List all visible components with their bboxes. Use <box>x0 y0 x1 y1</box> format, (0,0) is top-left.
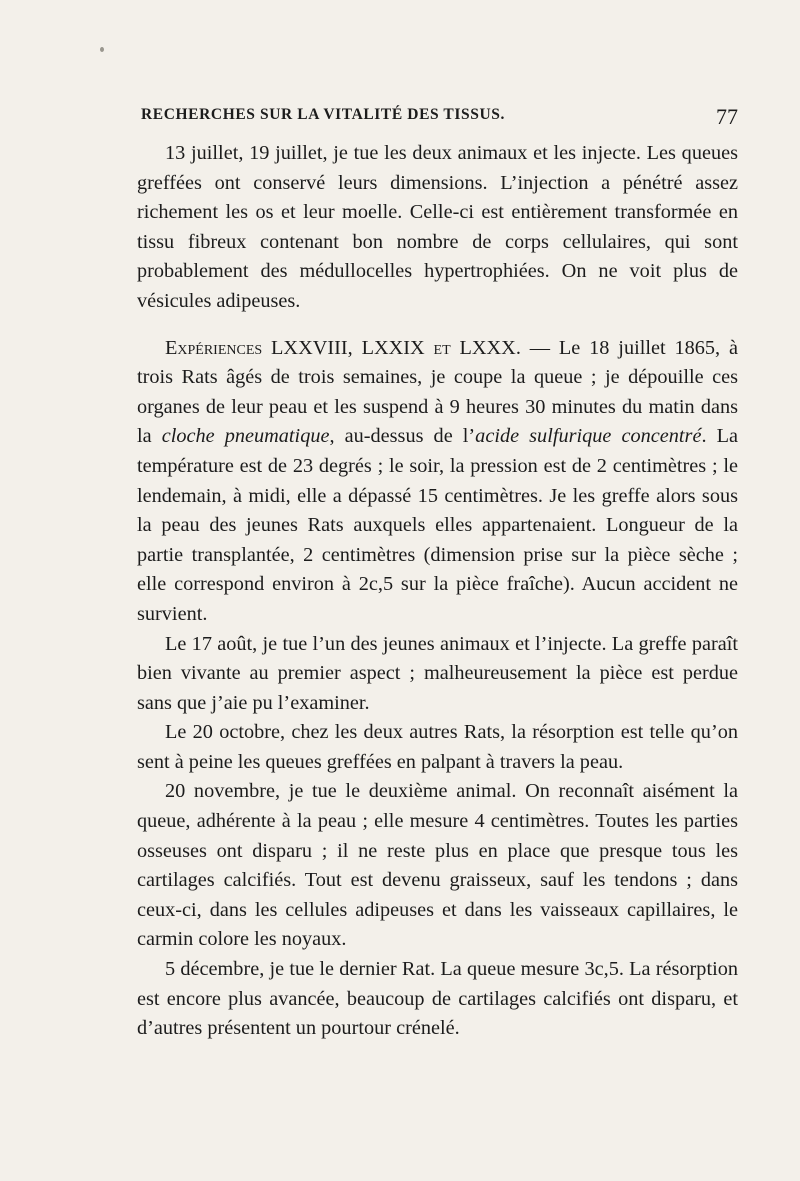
paragraph-3: Le 17 août, je tue l’un des jeunes animaux et l’injecte. La greffe paraît bien vivante au premier aspect ; malheureusement la pièce est perdue sans que j’aie pu l’examiner. <box>137 632 738 714</box>
page-speck <box>100 47 104 52</box>
italic-term-cloche: cloche pneumatique <box>161 425 330 448</box>
paragraph-5: 20 novembre, je tue le deuxième animal. On reconnaît aisément la queue, adhérente à la peau ; elle mesure 4 centimètres. Toutes les parties osseuses ont disparu ; il ne reste plus en place que presque tous les cartilages calcifiés. Tout est devenu graisseux, sauf les tendons ; dans ceux-ci, dans les cellules adipeuses et dans les vaisseaux capillaires, le carmin colore les noyaux. <box>137 780 738 951</box>
paragraph-2-text-c: . La température est de 23 degrés ; le soir, la pression est de 2 centimètres ; le lendemain, à midi, elle a dépassé 15 centimètres. Je les greffe alors sous la peau des jeunes Rats auxquels elles appartenaient. Longueur de la partie transplantée, 2 centimètres (dimension prise sur la pièce sèche ; elle correspond environ à 2c,5 sur la pièce fraîche). Aucun accident ne survient. <box>137 425 738 625</box>
italic-term-acide: acide sulfurique concentré <box>475 425 702 448</box>
experiment-heading: Expériences LXXVIII, LXXIX et LXXX. <box>165 336 521 359</box>
running-title: RECHERCHES SUR LA VITALITÉ DES TISSUS. <box>141 106 505 123</box>
paragraph-6: 5 décembre, je tue le dernier Rat. La queue mesure 3c,5. La résorption est encore plus avancée, beaucoup de cartilages calcifiés ont disparu, et d’autres présentent un pourtour crénelé. <box>137 958 738 1040</box>
paragraph-1: 13 juillet, 19 juillet, je tue les deux animaux et les injecte. Les queues greffées ont conservé leurs dimensions. L’injection a pénétré assez richement les os et leur moelle. Celle-ci est entièrement transformée en tissu fibreux contenant bon nombre de corps cellulaires, qui sont probablement des médullocelles hypertrophiées. On ne voit plus de vésicules adipeuses. <box>137 142 738 312</box>
paragraph-2-text-b: , au-dessus de l’ <box>329 425 476 448</box>
body-text <box>137 139 738 1044</box>
page-header <box>137 104 738 134</box>
paragraph-2 <box>137 334 738 630</box>
paragraph-2-text-a: — Le 18 juillet 1865, à trois Rats âgés de trois semaines, je coupe la queue ; je dépouille ces organes de leur peau et les suspend à 9 heures 30 minutes du matin dans la <box>137 336 738 448</box>
paragraph-4: Le 20 octobre, chez les deux autres Rats, la résorption est telle qu’on sent à peine les queues greffées en palpant à travers la peau. <box>137 721 738 773</box>
page-number: 77 <box>716 104 738 129</box>
